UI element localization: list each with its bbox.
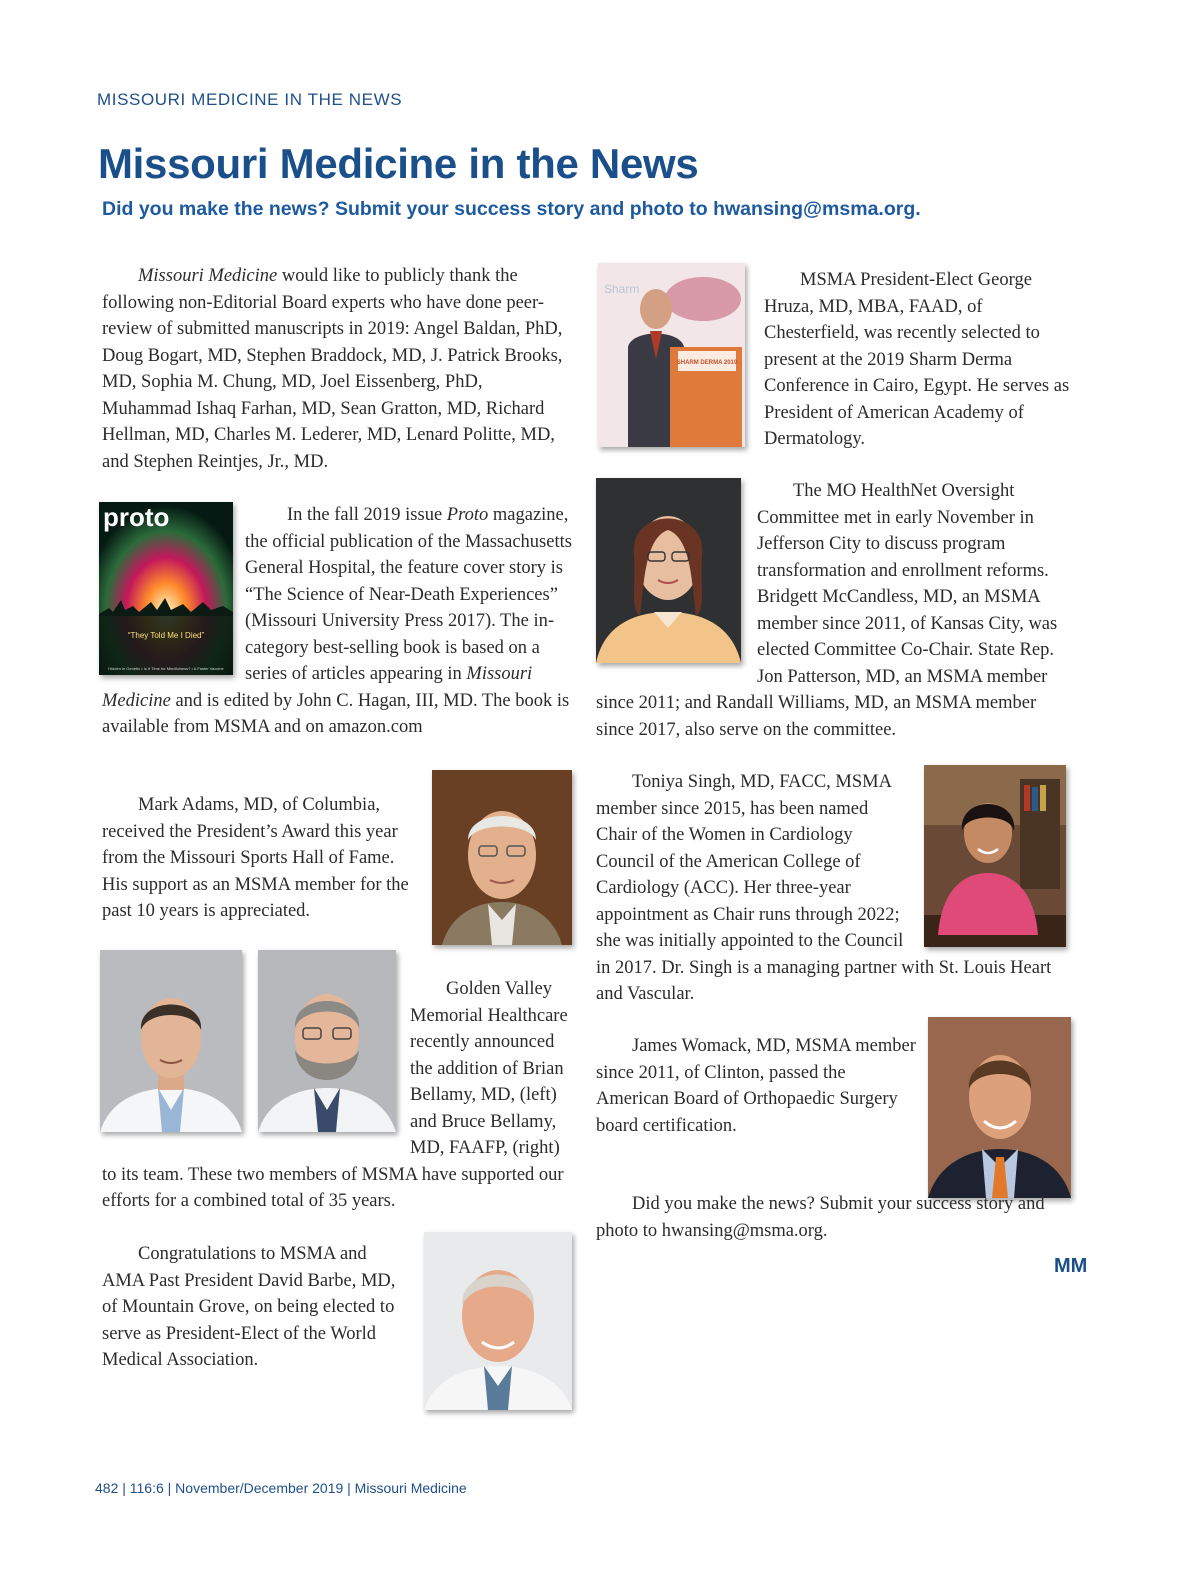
svg-text:Sharm: Sharm xyxy=(604,282,640,296)
david-barbe-photo xyxy=(424,1232,572,1410)
proto-item xyxy=(102,502,572,741)
proto-bottom-line: Hidden in Genetic • Is It Time for Mindfulness? • A Faster Vaccine xyxy=(108,666,224,671)
toniya-singh-photo xyxy=(924,765,1066,947)
toniya-singh-item xyxy=(596,769,1066,1008)
page-subtitle: Did you make the news? Submit your success story and photo to hwansing@msma.org. xyxy=(102,198,921,220)
peer-review-text: would like to publicly thank the following non-Editorial Board experts who have done peer-review of submitted manuscripts in 2019: Angel Baldan, PhD, Doug Bogart, MD, Stephen Braddock, MD, J. Patrick Brooks, MD, Sophia M. Chung, MD, Joel Eissenberg, PhD, Muhammad Ishaq Farhan, MD, Sean Gratton, MD, Richard Hellman, MD, Charles M. Lederer, MD, Lenard Politte, MD, and Stephen Reintjes, Jr., MD. xyxy=(102,266,563,472)
journal-name-2: Missouri Medicine xyxy=(102,664,533,711)
podium-sign: SHARM DERMA 2019 xyxy=(676,360,738,366)
peer-review-paragraph xyxy=(102,263,572,475)
george-hruza-photo xyxy=(598,263,745,447)
proto-logo: proto xyxy=(103,502,170,532)
mark-adams-text: Mark Adams, MD, of Columbia, received the President’s Award this year from the Missouri Sports Hall of Fame. His support as an MSMA member for the past 10 years is appreciated. xyxy=(102,795,409,921)
hruza-paragraph xyxy=(764,267,1074,453)
bridgett-mccandless-photo xyxy=(596,478,741,663)
bellamy-text: Golden Valley Memorial Healthcare recently announced the addition of Brian Bellamy, MD, (left) and Bruce Bellamy, MD, FAAFP, (right) to its team. These two members of MSMA have supported our efforts for a combined total of 35 years. xyxy=(102,979,568,1211)
mark-adams-item xyxy=(102,792,572,949)
james-womack-photo xyxy=(928,1017,1071,1198)
james-womack-text: James Womack, MD, MSMA member since 2011, of Clinton, passed the American Board of Orthopaedic Surgery board certification. xyxy=(596,1036,916,1136)
proto-text-c: and is edited by John C. Hagan, III, MD. The book is available from MSMA and on amazon.com xyxy=(102,690,570,737)
bellamy-item xyxy=(102,976,572,1215)
proto-text-a: In the fall 2019 issue xyxy=(287,505,447,525)
barbe-text: Congratulations to MSMA and AMA Past President David Barbe, MD, of Mountain Grove, on being elected to serve as President-Elect of the World Medical Association. xyxy=(102,1244,396,1370)
barbe-item xyxy=(102,1241,572,1414)
page-footer: 482 | 116:6 | November/December 2019 | Missouri Medicine xyxy=(95,1480,467,1496)
closing-paragraph xyxy=(596,1191,1066,1244)
proto-magazine-cover xyxy=(99,502,233,675)
section-label: MISSOURI MEDICINE IN THE NEWS xyxy=(97,90,403,109)
healthnet-text: The MO HealthNet Oversight Committee met in early November in Jefferson City to discuss program transformation and enrollment reforms. Bridgett McCandless, MD, an MSMA member since 2011, of Kansas City, was elected Committee Co-Chair. State Rep. Jon Patterson, MD, an MSMA member since 2011; and Randall Williams, MD, an MSMA member since 2017, also serve on the committee. xyxy=(596,481,1058,740)
page-title: Missouri Medicine in the News xyxy=(98,140,699,187)
proto-italic: Proto xyxy=(446,505,489,525)
end-mark: MM xyxy=(1054,1255,1088,1277)
healthnet-item xyxy=(596,478,1066,743)
toniya-singh-text: Toniya Singh, MD, FACC, MSMA member since 2015, has been named Chair of the Women in Cardiology Council of the American College of Cardiology (ACC). Her three-year appointment as Chair runs through 2022; she was initially appointed to the Council in 2017. Dr. Singh is a managing partner with St. Louis Heart and Vascular. xyxy=(596,772,1052,1004)
hruza-text: MSMA President-Elect George Hruza, MD, MBA, FAAD, of Chesterfield, was recently selected to present at the 2019 Sharm Derma Conference in Cairo, Egypt. He serves as President of American Academy of Dermatology. xyxy=(764,270,1070,449)
closing-text: Did you make the news? Submit your success story and photo to hwansing@msma.org. xyxy=(596,1194,1045,1241)
james-womack-item xyxy=(596,1033,1071,1202)
bellamy-photo-spacer xyxy=(102,976,398,1146)
mark-adams-photo xyxy=(432,770,572,945)
proto-text-b: magazine, the official publication of the Massachusetts General Hospital, the feature cover story is “The Science of Near-Death Experiences” (Missouri University Press 2017). The in-category best-selling book is based on a series of articles appearing in xyxy=(245,505,572,684)
proto-tagline: “They Told Me I Died” xyxy=(127,631,205,640)
journal-name: Missouri Medicine xyxy=(138,266,278,286)
